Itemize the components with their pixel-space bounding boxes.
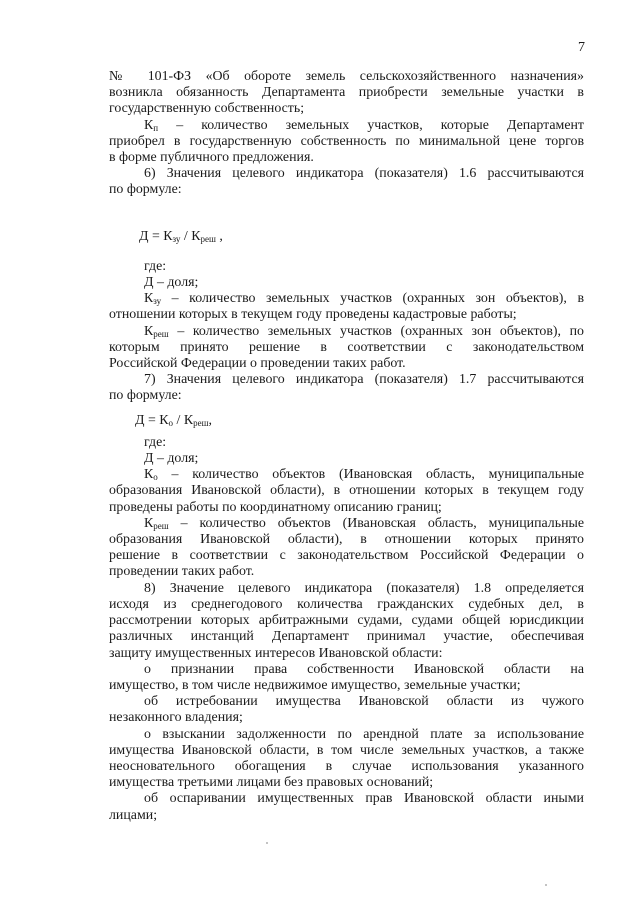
paragraph-kresh-definition-2 [109,516,584,581]
text-line: имущества третьими лицами без правовых оснований; [109,775,434,791]
scan-speck [545,884,547,886]
paragraph-kp-definition [109,118,584,167]
symbol-k: К [144,467,154,483]
text-line: образования Ивановской области), в отношении которых в текущем году [109,483,584,499]
text-line [109,516,584,532]
text-line: исходя из среднегодового количества гражданских судебных дел, в [109,596,584,612]
text-line: о взыскании задолженности по арендной плате за использование [144,726,584,742]
formula-tail: , [208,412,213,428]
text-line: рассмотрении которых арбитражными судами, судами общей юрисдикции [109,613,584,629]
where-label: где: [144,434,167,450]
paragraph-intro [109,69,584,118]
symbol-k: К [144,323,154,339]
text-line: об истребовании имущества Ивановской области из чужого [144,694,584,710]
formula-operator: / К [173,412,194,428]
where-label: где: [144,258,167,274]
text-line: приобрел в государственную собственность по минимальной цене торгов [109,133,584,149]
text-line: 7) Значения целевого индикатора (показателя) 1.7 рассчитываются [144,372,584,388]
text-line: в форме публичного предложения. [109,150,314,166]
text-line: образования Ивановской области), в отношении которых принято [109,532,584,548]
paragraph-priznanie [109,662,584,694]
formula-subscript: зу [172,233,181,244]
paragraph-kzu-definition [109,291,584,323]
text-line: проведены работы по координатному описанию границ; [109,499,442,515]
paragraph-item-6 [109,166,584,198]
scan-speck [266,842,268,844]
text-line: незаконного владения; [109,710,243,726]
formula-tail: , [215,228,223,244]
text-line: № 101-ФЗ «Об обороте земель сельскохозяйственного назначения» [109,69,584,84]
text-line: по формуле: [109,182,182,198]
formula-6 [109,229,584,245]
text-line: имущество, в том числе недвижимое имущество, земельные участки; [109,677,521,693]
definition-text: – количество земельных участков (охранных зон объектов), по [168,323,584,339]
text-line: которым принято решение в соответствии с законодательством [109,339,584,355]
dolya-definition: Д – доля; [144,275,199,291]
text-line [109,467,584,483]
definition-text: – количество земельных участков (охранных зон объектов), в [161,291,584,307]
definition-text: – количество объектов (Ивановская область, муниципальные [168,515,584,531]
text-line: лицами; [109,807,158,823]
symbol-subscript: зу [153,296,162,307]
text-line [109,324,584,340]
text-line: имущества Ивановской области, в том числе земельных участков, а также [109,742,584,758]
symbol-subscript: о [153,472,158,483]
paragraph-istrebovanie [109,694,584,726]
formula-subscript: о [168,417,174,428]
paragraph-ko-definition [109,467,584,516]
formula-subscript: реш [193,417,209,428]
text-line: о признании права собственности Ивановской области на [144,661,584,677]
text-line: защиту имущественных интересов Ивановской области: [109,645,443,661]
text-line: отношении которых в текущем году проведены кадастровые работы; [109,307,517,323]
text-line: 6) Значения целевого индикатора (показателя) 1.6 рассчитываются [144,166,584,182]
paragraph-osparivanie [109,791,584,823]
text-line: по формуле: [109,388,182,404]
document-body [109,69,584,824]
page-number: 7 [578,40,585,55]
formula-7 [109,413,584,429]
symbol-subscript: реш [153,520,169,531]
formula-lhs: Д = К [139,228,173,244]
formula-subscript: реш [200,233,216,244]
symbol-k: К [144,117,154,133]
symbol-subscript: п [153,122,159,133]
formula-operator: / К [180,228,201,244]
text-line [109,118,584,134]
paragraph-kresh-definition-1 [109,324,584,373]
symbol-k: К [144,515,154,531]
paragraph-item-8 [109,581,584,662]
text-line: различных инстанций Департамент принимал участие, обеспечивая [109,629,584,645]
text-line: государственную собственность; [109,101,305,117]
text-line [109,291,584,307]
formula-lhs: Д = К [135,412,169,428]
text-line: возникла обязанность Департамента приобрести земельные участки в [109,85,584,101]
paragraph-item-7 [109,372,584,404]
symbol-k: К [144,291,154,307]
definition-text: – количество объектов (Ивановская область, муниципальные [157,467,584,483]
symbol-subscript: реш [153,328,169,339]
paragraph-vzyskanie [109,727,584,792]
text-line: решение в соответствии с законодательством Российской Федерации о [109,548,584,564]
dolya-definition: Д – доля; [144,451,199,467]
definition-text: – количество земельных участков, которые Департамент [158,117,584,133]
text-line: неосновательного обогащения в случае использования указанного [109,758,584,774]
text-line: проведении таких работ. [109,564,255,580]
text-line: Российской Федерации о проведении таких работ. [109,356,406,372]
text-line: 8) Значение целевого индикатора (показателя) 1.8 определяется [144,580,584,596]
text-line: об оспаривании имущественных прав Ивановской области иными [144,791,584,807]
